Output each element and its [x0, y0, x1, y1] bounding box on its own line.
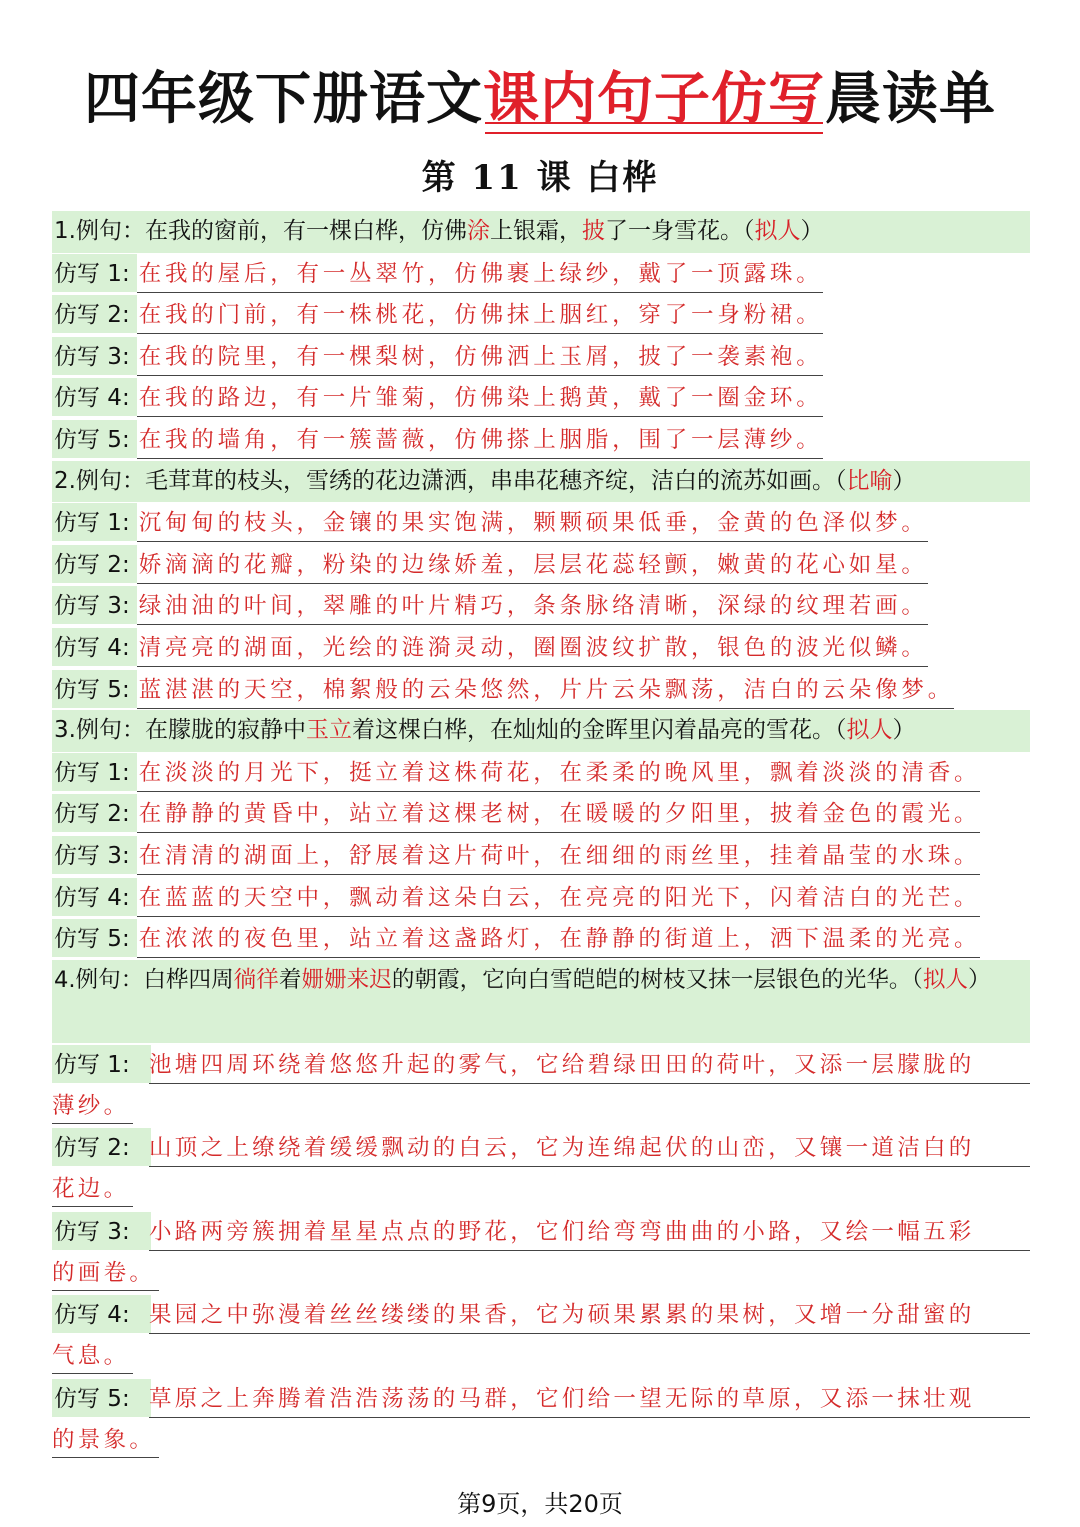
highlight-word: 姗姗来迟	[301, 966, 392, 993]
highlight-word: 徜徉	[233, 966, 279, 993]
highlight-word: 拟人	[754, 218, 801, 244]
imitation-answer-line1: 草原之上奔腾着浩浩荡荡的马群，它们给一望无际的草原，又添一抹壮观	[149, 1379, 1030, 1418]
imitation-label: 仿写 4:	[52, 628, 137, 666]
imitation-label: 仿写 3:	[52, 337, 137, 375]
imitation-answer: 在我的院里，有一棵梨树，仿佛洒上玉屑，披了一袭素袍。	[137, 337, 823, 376]
imitation-row	[52, 294, 1030, 336]
imitation-answer: 在我的屋后，有一丛翠竹，仿佛裹上绿纱，戴了一顶露珠。	[137, 254, 823, 293]
title-part3: 晨读单	[825, 67, 996, 132]
imitation-answer: 在淡淡的月光下，挺立着这株荷花，在柔柔的晚风里，飘着淡淡的清香。	[137, 753, 981, 792]
imitation-label: 仿写 3:	[52, 836, 137, 874]
imitation-answer: 在清清的湖面上，舒展着这片荷叶，在细细的雨丝里，挂着晶莹的水珠。	[137, 836, 981, 875]
imitation-row	[52, 669, 1030, 711]
imitation-row	[52, 1377, 1030, 1461]
example-text: 4.例句：白桦四周	[54, 966, 234, 993]
imitation-row	[52, 918, 1030, 960]
imitation-label: 仿写 4:	[52, 378, 137, 416]
imitation-row	[52, 502, 1030, 544]
imitation-row	[52, 752, 1030, 794]
example-text: ）	[968, 966, 991, 993]
imitation-answer-line2: 花边。	[52, 1170, 133, 1207]
imitation-label: 仿写 4:	[52, 1295, 151, 1333]
imitation-answer-line1: 山顶之上缭绕着缓缓飘动的白云，它为连绵起伏的山峦，又镶一道洁白的	[149, 1128, 1030, 1167]
imitation-label: 仿写 1:	[52, 503, 137, 541]
example-sentence	[52, 960, 1030, 1043]
imitation-answer: 在我的路边，有一片雏菊，仿佛染上鹅黄，戴了一圈金环。	[137, 378, 823, 417]
imitation-answer: 娇滴滴的花瓣，粉染的边缘娇羞，层层花蕊轻颤，嫩黄的花心如星。	[137, 545, 928, 584]
imitation-answer-line2: 的画卷。	[52, 1254, 159, 1291]
imitation-row	[52, 1210, 1030, 1294]
example-sentence	[52, 461, 1030, 503]
example-text: 着	[278, 966, 302, 993]
worksheet-content	[52, 211, 1030, 1461]
imitation-answer-line1: 小路两旁簇拥着星星点点的野花，它们给弯弯曲曲的小路，又绘一幅五彩	[149, 1212, 1030, 1251]
imitation-row	[52, 1293, 1030, 1377]
imitation-row	[52, 627, 1030, 669]
imitation-label: 仿写 2:	[52, 295, 137, 333]
highlight-word: 比喻	[846, 467, 893, 494]
imitation-answer: 在我的门前，有一株桃花，仿佛抹上胭红，穿了一身粉裙。	[137, 295, 823, 334]
title-highlight: 课内句子仿写	[483, 64, 825, 136]
imitation-row	[52, 377, 1030, 419]
imitation-row	[52, 585, 1030, 627]
imitation-row	[52, 877, 1030, 919]
imitation-answer: 在我的墙角，有一簇蔷薇，仿佛搽上胭脂，围了一层薄纱。	[137, 420, 823, 459]
highlight-word: 拟人	[846, 717, 893, 744]
imitation-row	[52, 253, 1030, 295]
imitation-label: 仿写 1:	[52, 753, 137, 791]
example-text: ）	[892, 717, 916, 744]
imitation-answer: 蓝湛湛的天空，棉絮般的云朵悠然，片片云朵飘荡，洁白的云朵像梦。	[137, 670, 954, 709]
example-text: 了一身雪花。（	[604, 218, 755, 244]
lesson-title: 第 11 课 白桦	[421, 158, 659, 198]
highlight-word: 涂	[466, 218, 490, 244]
imitation-row	[52, 336, 1030, 378]
example-sentence	[52, 710, 1030, 752]
imitation-label: 仿写 2:	[52, 1128, 151, 1166]
imitation-label: 仿写 5:	[52, 670, 137, 708]
example-text: 的朝霞，它向白雪皑皑的树枝又抹一层银色的光华。（	[391, 966, 923, 993]
imitation-answer-line2: 的景象。	[52, 1421, 159, 1458]
highlight-word: 拟人	[922, 966, 969, 993]
imitation-label: 仿写 1:	[52, 1045, 151, 1083]
imitation-answer: 在浓浓的夜色里，站立着这盏路灯，在静静的街道上，洒下温柔的光亮。	[137, 919, 981, 958]
example-text: 2.例句：毛茸茸的枝头，雪绣的花边潇洒，串串花穗齐绽，洁白的流苏如画。（	[54, 467, 847, 494]
imitation-answer: 沉甸甸的枝头，金镶的果实饱满，颗颗硕果低垂，金黄的色泽似梦。	[137, 503, 928, 542]
example-text: 着这棵白桦，在灿灿的金晖里闪着晶亮的雪花。（	[351, 717, 847, 744]
page-title	[0, 64, 1080, 136]
imitation-label: 仿写 4:	[52, 878, 137, 916]
imitation-answer: 清亮亮的湖面，光绘的涟漪灵动，圈圈波纹扩散，银色的波光似鳞。	[137, 628, 928, 667]
imitation-label: 仿写 5:	[52, 919, 137, 957]
example-text: 3.例句：在朦胧的寂静中	[54, 717, 306, 744]
highlight-word: 披	[581, 218, 605, 244]
example-text: 1.例句：在我的窗前，有一棵白桦，仿佛	[54, 218, 467, 244]
imitation-row	[52, 793, 1030, 835]
highlight-word: 玉立	[305, 717, 352, 744]
imitation-answer-line2: 薄纱。	[52, 1087, 133, 1124]
example-text: ）	[892, 467, 916, 494]
imitation-answer-line1: 果园之中弥漫着丝丝缕缕的果香，它为硕果累累的果树，又增一分甜蜜的	[149, 1295, 1030, 1334]
imitation-label: 仿写 3:	[52, 586, 137, 624]
imitation-answer: 绿油油的叶间，翠雕的叶片精巧，条条脉络清晰，深绿的纹理若画。	[137, 586, 928, 625]
imitation-label: 仿写 1:	[52, 254, 137, 292]
imitation-label: 仿写 5:	[52, 1379, 151, 1417]
imitation-row	[52, 544, 1030, 586]
example-sentence	[52, 211, 1030, 253]
page-number: 第9页，共20页	[457, 1490, 623, 1518]
title-part1: 四年级下册语文	[84, 67, 483, 132]
imitation-answer: 在静静的黄昏中，站立着这棵老树，在暖暖的夕阳里，披着金色的霞光。	[137, 794, 981, 833]
imitation-row	[52, 419, 1030, 461]
imitation-label: 仿写 3:	[52, 1212, 151, 1250]
imitation-answer-line1: 池塘四周环绕着悠悠升起的雾气，它给碧绿田田的荷叶，又添一层朦胧的	[149, 1045, 1030, 1084]
imitation-row	[52, 835, 1030, 877]
example-text: 上银霜，	[489, 218, 582, 244]
example-text: ）	[800, 218, 824, 244]
imitation-row	[52, 1043, 1030, 1127]
imitation-label: 仿写 2:	[52, 545, 137, 583]
imitation-answer: 在蓝蓝的天空中，飘动着这朵白云，在亮亮的阳光下，闪着洁白的光芒。	[137, 878, 981, 917]
imitation-row	[52, 1126, 1030, 1210]
imitation-label: 仿写 5:	[52, 420, 137, 458]
imitation-label: 仿写 2:	[52, 794, 137, 832]
imitation-answer-line2: 气息。	[52, 1337, 133, 1374]
